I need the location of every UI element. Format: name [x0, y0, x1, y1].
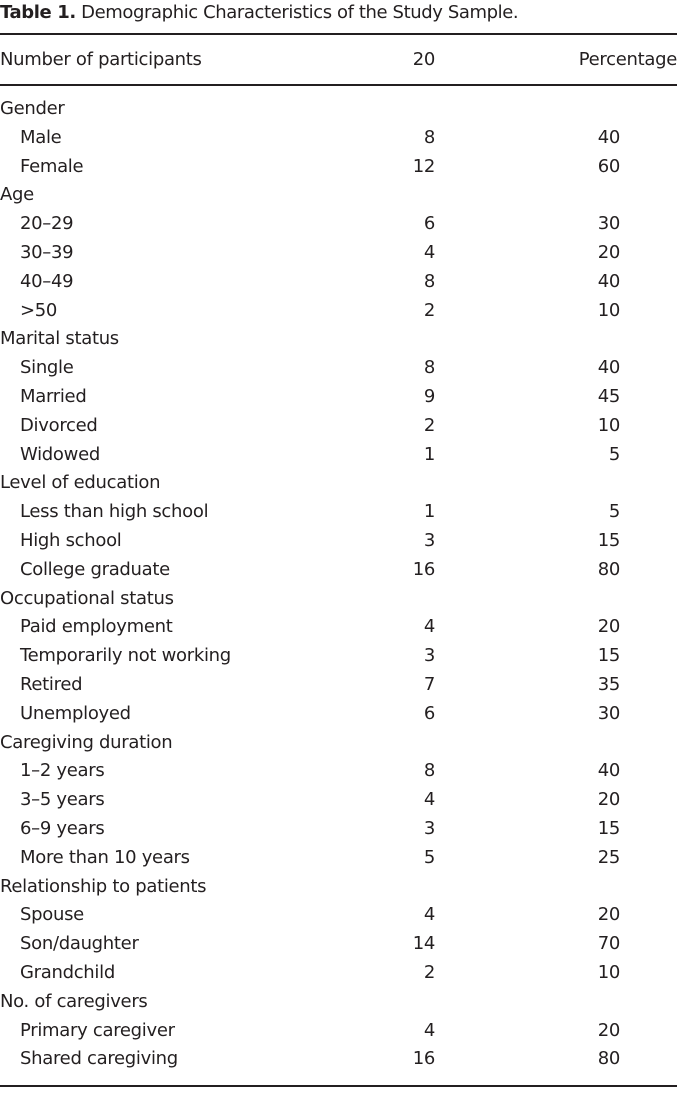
row-count: 3	[423, 530, 435, 551]
header-rule	[0, 84, 677, 86]
table-row	[0, 297, 677, 326]
table-row	[0, 498, 677, 527]
table-row	[0, 700, 677, 729]
row-label: Unemployed	[20, 702, 131, 724]
row-percentage: 20	[597, 242, 620, 263]
table-row	[0, 354, 677, 383]
table-row	[0, 815, 677, 844]
row-label: Son/daughter	[20, 933, 139, 955]
table-row	[0, 844, 677, 873]
row-count: 14	[412, 933, 435, 955]
table-row	[0, 901, 677, 930]
row-label: Widowed	[20, 443, 100, 465]
row-label: Shared caregiving	[20, 1048, 178, 1070]
row-count: 1	[423, 443, 435, 465]
row-label: 30–39	[20, 242, 74, 263]
row-count: 4	[423, 904, 435, 926]
table-row	[0, 671, 677, 700]
row-count: 7	[423, 674, 435, 695]
row-count: 12	[412, 155, 435, 177]
row-label: College graduate	[20, 558, 170, 580]
row-count: 8	[423, 270, 435, 292]
table-row	[0, 268, 677, 297]
row-label: Married	[20, 386, 87, 407]
row-label: >50	[20, 299, 58, 321]
row-label: Spouse	[20, 904, 84, 926]
row-percentage: 40	[597, 126, 620, 148]
table-row	[0, 959, 677, 988]
row-count: 3	[423, 818, 435, 839]
row-count: 2	[423, 414, 435, 436]
row-count: 1	[423, 501, 435, 523]
bottom-rule	[0, 1085, 677, 1087]
row-percentage: 80	[597, 1048, 620, 1070]
table-row	[0, 383, 677, 412]
table-group-row	[0, 469, 677, 498]
table-row	[0, 930, 677, 959]
row-count: 6	[423, 702, 435, 724]
table-row	[0, 527, 677, 556]
table-group-row	[0, 95, 677, 124]
table-group-row	[0, 988, 677, 1017]
row-percentage: 15	[597, 530, 620, 551]
row-percentage: 70	[597, 933, 620, 955]
table-group-row	[0, 181, 677, 210]
table-row	[0, 786, 677, 815]
row-percentage: 30	[597, 213, 620, 235]
row-label: Male	[20, 126, 62, 148]
row-count: 8	[423, 357, 435, 379]
row-label: 6–9 years	[20, 818, 105, 839]
table-row	[0, 210, 677, 239]
table-title	[0, 0, 518, 26]
table-group-row	[0, 729, 677, 758]
row-count: 5	[423, 846, 435, 868]
row-count: 16	[412, 1048, 435, 1070]
row-percentage: 20	[597, 789, 620, 811]
table-row	[0, 441, 677, 470]
row-label: Relationship to patients	[0, 875, 207, 897]
row-label: Level of education	[0, 472, 161, 494]
row-label: Grandchild	[20, 962, 115, 983]
row-percentage: 5	[608, 501, 620, 523]
row-percentage: 40	[597, 270, 620, 292]
row-percentage: 80	[597, 558, 620, 580]
row-percentage: 10	[597, 962, 620, 983]
header-row	[0, 46, 677, 75]
row-label: Less than high school	[20, 501, 209, 523]
row-count: 4	[423, 789, 435, 811]
row-percentage: 40	[597, 357, 620, 379]
row-label: High school	[20, 530, 122, 551]
table-row	[0, 757, 677, 786]
row-count: 4	[423, 242, 435, 263]
header-percentage: Percentage	[578, 49, 677, 70]
row-label: Female	[20, 155, 84, 177]
table-group-row	[0, 585, 677, 614]
row-label: 3–5 years	[20, 789, 105, 811]
row-percentage: 10	[597, 299, 620, 321]
row-count: 3	[423, 645, 435, 667]
row-label: Paid employment	[20, 616, 173, 638]
row-label: Temporarily not working	[20, 645, 231, 667]
row-count: 2	[423, 962, 435, 983]
row-label: Primary caregiver	[20, 1019, 175, 1041]
row-percentage: 20	[597, 904, 620, 926]
table-row	[0, 239, 677, 268]
table-row	[0, 153, 677, 182]
row-percentage: 20	[597, 1019, 620, 1041]
row-percentage: 20	[597, 616, 620, 638]
header-count: 20	[412, 49, 435, 70]
row-label: More than 10 years	[20, 846, 190, 868]
table-row	[0, 1045, 677, 1074]
row-label: Marital status	[0, 328, 119, 350]
row-count: 8	[423, 126, 435, 148]
table-label: Table 1.	[0, 2, 76, 23]
row-percentage: 60	[597, 155, 620, 177]
row-percentage: 40	[597, 760, 620, 782]
row-label: Caregiving duration	[0, 731, 173, 753]
table-caption: Demographic Characteristics of the Study Sample.	[81, 2, 519, 23]
table-row	[0, 124, 677, 153]
table-group-row	[0, 325, 677, 354]
row-label: 1–2 years	[20, 760, 105, 782]
row-percentage: 5	[608, 443, 620, 465]
top-rule	[0, 33, 677, 35]
table-row	[0, 556, 677, 585]
row-label: Single	[20, 357, 74, 379]
table-row	[0, 412, 677, 441]
row-count: 8	[423, 760, 435, 782]
row-label: 20–29	[20, 213, 74, 235]
row-label: Gender	[0, 98, 65, 119]
row-percentage: 45	[597, 386, 620, 407]
table-group-row	[0, 873, 677, 902]
table-row	[0, 642, 677, 671]
row-count: 4	[423, 1019, 435, 1041]
row-percentage: 25	[597, 846, 620, 868]
row-count: 6	[423, 213, 435, 235]
row-label: 40–49	[20, 270, 74, 292]
row-count: 9	[423, 386, 435, 407]
header-participants: Number of participants	[0, 49, 202, 70]
row-label: Divorced	[20, 414, 98, 436]
row-count: 4	[423, 616, 435, 638]
row-label: Occupational status	[0, 587, 174, 609]
table-row	[0, 613, 677, 642]
row-label: No. of caregivers	[0, 990, 148, 1012]
row-percentage: 10	[597, 414, 620, 436]
row-label: Retired	[20, 674, 83, 695]
row-percentage: 30	[597, 702, 620, 724]
row-percentage: 35	[597, 674, 620, 695]
row-percentage: 15	[597, 645, 620, 667]
table-row	[0, 1017, 677, 1046]
row-percentage: 15	[597, 818, 620, 839]
row-count: 2	[423, 299, 435, 321]
row-label: Age	[0, 184, 34, 206]
row-count: 16	[412, 558, 435, 580]
